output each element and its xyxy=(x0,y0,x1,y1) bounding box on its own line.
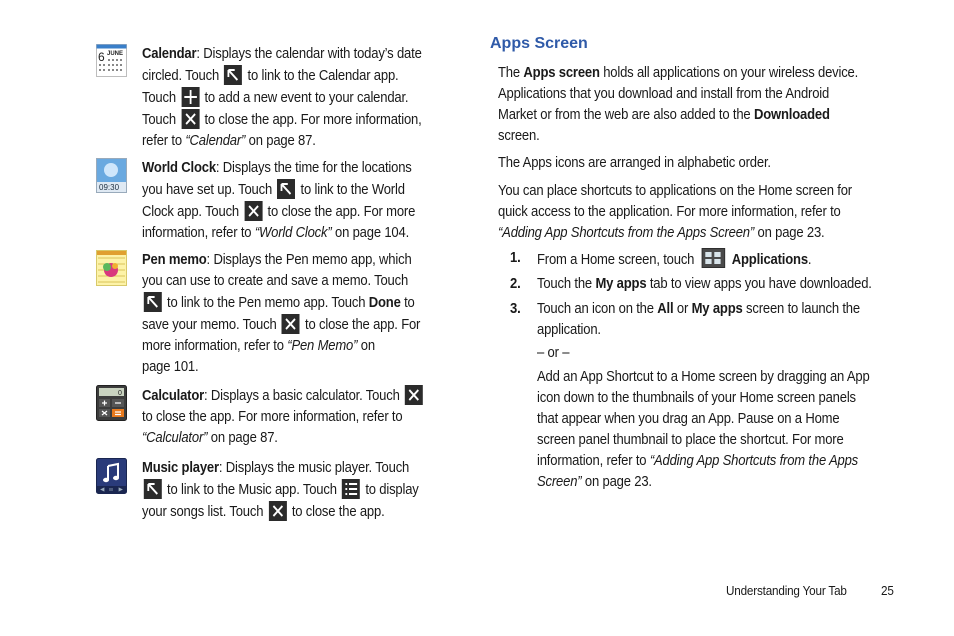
calendar-label: Calendar xyxy=(142,46,197,62)
list-icon xyxy=(342,479,360,499)
world-clock-description: World Clock: Displays the time for the locations you have set up. Touch to link to the World Clock app. Touch to close the app. For more information, refer to “World Clock” on page 104. xyxy=(142,160,416,241)
world-clock-reference: “World Clock” xyxy=(254,225,332,241)
calendar-reference: “Calendar” xyxy=(185,133,246,149)
footer-section-title: Understanding Your Tab xyxy=(726,583,847,598)
music-player-label: Music player xyxy=(142,460,219,476)
link-arrow-icon xyxy=(277,179,295,199)
calculator-reference: “Calculator” xyxy=(142,430,208,446)
music-player-app-icon xyxy=(96,458,127,491)
calendar-description: Calendar: Displays the calendar with today’s date circled. Touch to link to the Calendar app. Touch to add a new event to your calendar. Touch to close the app. For more information, refer to “Calendar” on page 87. xyxy=(142,46,422,149)
page-number: 25 xyxy=(881,583,894,598)
pen-memo-reference: “Pen Memo” xyxy=(287,338,358,354)
step-number: 2. xyxy=(510,276,521,292)
add-icon xyxy=(181,87,199,107)
step-number: 3. xyxy=(510,301,521,317)
music-player-description: Music player: Displays the music player. Touch to link to the Music app. Touch to display your songs list. Touch to close the app. xyxy=(142,460,419,520)
calculator-icon-display: 0 xyxy=(118,390,122,397)
applications-label: Applications xyxy=(731,252,808,268)
alt-reference: “Adding App Shortcuts from the Apps xyxy=(649,453,859,469)
close-icon xyxy=(282,314,300,334)
calculator-label: Calculator xyxy=(142,388,205,404)
close-icon xyxy=(244,201,262,221)
apps-screen-intro: The Apps screen holds all applications on your wireless device. Applications that you download and install from the Android Market or from the web are also added to the Downloaded screen. xyxy=(498,65,859,144)
close-icon xyxy=(405,385,423,405)
calculator-description: Calculator: Displays a basic calculator. Touch to close the app. For more information, refer to “Calculator” on page 87. xyxy=(142,385,444,449)
link-arrow-icon xyxy=(144,292,162,312)
link-arrow-icon xyxy=(224,65,242,85)
apps-order-paragraph: The Apps icons are arranged in alphabetic order. xyxy=(498,155,771,171)
world-clock-app-icon xyxy=(96,158,127,191)
calendar-icon-month: JUNE xyxy=(107,51,124,57)
world-clock-icon-time: 09:30 xyxy=(99,183,120,192)
close-icon xyxy=(181,109,199,129)
calculator-app-icon xyxy=(96,385,127,418)
link-arrow-icon xyxy=(144,479,162,499)
apps-screen-label: Apps screen xyxy=(523,65,600,81)
pen-memo-app-icon xyxy=(96,250,127,283)
applications-grid-icon xyxy=(701,248,724,268)
close-icon xyxy=(269,501,287,521)
world-clock-label: World Clock xyxy=(142,160,216,176)
all-label: All xyxy=(657,301,674,317)
done-label: Done xyxy=(368,295,401,311)
shortcuts-paragraph: You can place shortcuts to applications on the Home screen for quick access to the application. For more information, refer to “Adding App Shortcuts from the Apps Screen” on page 23. xyxy=(498,183,852,241)
alt-reference-end: Screen” xyxy=(537,474,582,490)
calendar-icon-day: 6 xyxy=(98,50,105,64)
my-apps-label: My apps xyxy=(595,276,647,292)
downloaded-label: Downloaded xyxy=(753,107,830,123)
shortcuts-reference: “Adding App Shortcuts from the Apps Screen” xyxy=(498,225,755,241)
section-heading: Apps Screen xyxy=(490,35,588,52)
pen-memo-label: Pen memo xyxy=(142,252,207,268)
step-number: 1. xyxy=(510,250,521,266)
my-apps-label: My apps xyxy=(691,301,743,317)
pen-memo-description: Pen memo: Displays the Pen memo app, which you can use to create and save a memo. Touch to link to the Pen memo app. Touch Done to save your memo. Touch to close the app. For more information, refer to “Pen Memo” on page 101. xyxy=(142,252,421,375)
calendar-app-icon xyxy=(96,44,127,77)
